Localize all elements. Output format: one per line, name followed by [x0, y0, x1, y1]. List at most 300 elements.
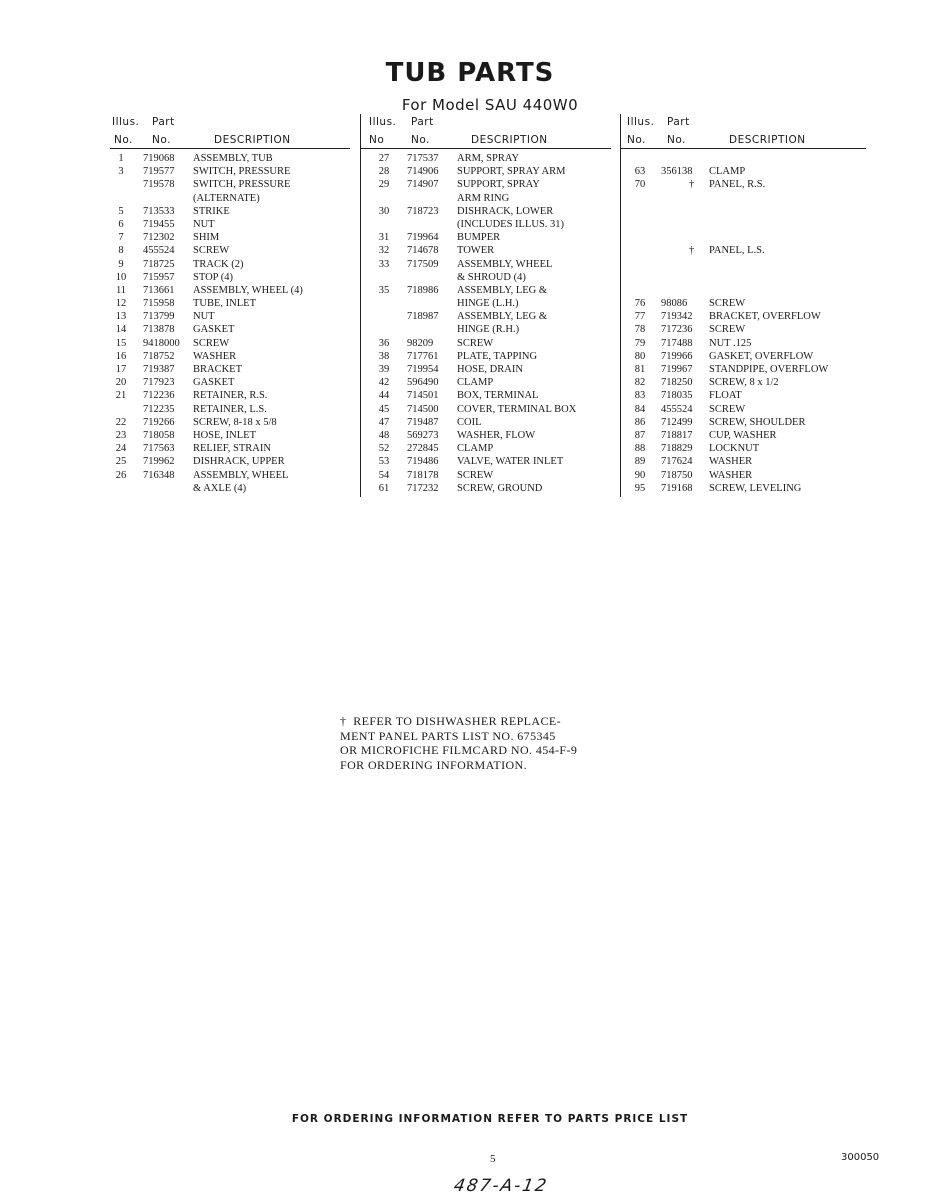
part-number: 455524: [661, 403, 693, 415]
illus-number: 87: [634, 429, 646, 441]
parts-list: [361, 152, 611, 495]
part-description: NUT .125: [709, 337, 752, 349]
table-row: [361, 429, 611, 442]
part-number: 719577: [143, 166, 175, 178]
part-description: COIL: [457, 416, 482, 428]
part-number: 718750: [661, 469, 693, 481]
dagger-footnote: † REFER TO DISHWASHER REPLACE- MENT PANEL PARTS LIST NO. 675345 OR MICROFICHE FILMCARD NO. 454-F-9 FOR ORDERING INFORMATION.: [340, 714, 578, 772]
part-description: RETAINER, L.S.: [193, 403, 267, 415]
part-description: SHIM: [193, 232, 220, 244]
illus-number: 78: [634, 324, 646, 336]
table-row: [361, 284, 611, 297]
table-row: [110, 205, 350, 218]
part-description: HOSE, INLET: [193, 429, 256, 441]
part-description: ASSEMBLY, LEG &: [457, 284, 548, 296]
table-row: [621, 178, 866, 191]
table-row: [110, 429, 350, 442]
parts-list: [110, 152, 350, 495]
table-row: [110, 455, 350, 468]
part-number: 719967: [661, 364, 693, 375]
illus-number: 48: [378, 429, 390, 441]
illus-number: 21: [115, 390, 127, 402]
part-description: ASSEMBLY, WHEEL (4): [193, 284, 303, 296]
illus-number: 25: [115, 456, 127, 468]
part-number: †: [689, 245, 695, 257]
part-number: 718752: [143, 350, 175, 362]
part-number: 714501: [407, 390, 439, 402]
part-number: 718986: [407, 284, 439, 296]
illus-number: 23: [115, 429, 127, 441]
illus-number: 17: [115, 364, 127, 375]
table-row: [110, 310, 350, 323]
table-row: [110, 350, 350, 363]
illus-number: 79: [634, 337, 646, 349]
part-description: SWITCH, PRESSURE: [193, 166, 291, 178]
table-row: [361, 469, 611, 482]
illus-number: 76: [634, 298, 646, 310]
illus-number: 3: [118, 166, 124, 178]
part-number: †: [689, 179, 695, 191]
part-number: 718178: [407, 469, 439, 481]
illus-number: 11: [115, 284, 127, 296]
part-description: BRACKET, OVERFLOW: [709, 311, 821, 323]
part-number: 718035: [661, 390, 693, 402]
illus-number: 84: [634, 403, 646, 415]
illus-number: 61: [378, 482, 390, 494]
part-description: TOWER: [457, 245, 495, 257]
illus-number: 13: [115, 311, 127, 323]
illus-number: 5: [118, 205, 124, 217]
part-number: 715957: [143, 271, 175, 283]
table-row: [361, 258, 611, 271]
part-number: 719387: [143, 364, 175, 375]
illus-number: 33: [378, 258, 390, 270]
illus-number: 83: [634, 390, 646, 402]
table-row: [361, 165, 611, 178]
part-number: 719962: [143, 456, 175, 468]
page-title: TUB PARTS: [385, 58, 555, 88]
part-number: 719578: [143, 179, 175, 191]
part-description: GASKET: [193, 377, 235, 389]
table-row: [621, 205, 866, 218]
illus-number: 7: [118, 232, 124, 244]
illus-number: 31: [378, 232, 390, 244]
part-description: (ALTERNATE): [193, 192, 260, 204]
parts-column-2: [360, 114, 611, 497]
part-description: GASKET, OVERFLOW: [709, 350, 814, 362]
illus-number: 35: [378, 284, 390, 296]
illus-number: 30: [378, 205, 390, 217]
part-number: 718725: [143, 258, 175, 270]
table-row: [621, 323, 866, 336]
header-part-no: No.: [152, 134, 171, 146]
part-description: BUMPER: [457, 232, 501, 244]
illus-number: 1: [118, 153, 124, 164]
part-description: (INCLUDES ILLUS. 31): [457, 218, 565, 230]
table-row: [621, 416, 866, 429]
part-number: 717488: [661, 337, 693, 349]
column-header: [621, 114, 866, 149]
table-row: [110, 363, 350, 376]
part-description: SCREW: [193, 245, 230, 257]
table-row: [361, 178, 611, 191]
table-row: [621, 455, 866, 468]
illus-number: 44: [378, 390, 390, 402]
part-number: 712236: [143, 390, 175, 402]
document-number: 300050: [841, 1152, 880, 1163]
part-description: NUT: [193, 218, 215, 230]
part-description: BRACKET: [193, 364, 243, 375]
table-row: [621, 389, 866, 402]
part-number: 9418000: [143, 337, 180, 349]
part-description: HINGE (R.H.): [457, 324, 520, 336]
part-description: SCREW: [457, 469, 494, 481]
table-row: [110, 442, 350, 455]
illus-number: 32: [378, 245, 390, 257]
part-number: 717624: [661, 456, 693, 468]
header-illus: Illus.: [112, 116, 140, 128]
part-description: ASSEMBLY, WHEEL: [193, 469, 289, 481]
part-description: & AXLE (4): [193, 482, 247, 494]
table-row: [361, 244, 611, 257]
part-description: ARM, SPRAY: [457, 153, 520, 164]
table-row: [110, 231, 350, 244]
part-description: ASSEMBLY, WHEEL: [457, 258, 553, 270]
header-illus-no: No.: [114, 134, 133, 146]
table-row: [361, 323, 611, 336]
part-number: 717236: [661, 324, 693, 336]
part-description: VALVE, WATER INLET: [457, 456, 564, 468]
header-part: Part: [152, 116, 175, 128]
part-number: 719966: [661, 350, 693, 362]
header-part-no: No.: [667, 134, 686, 146]
part-number: 713878: [143, 324, 175, 336]
table-row: [361, 350, 611, 363]
part-number: 713533: [143, 205, 175, 217]
table-row: [621, 165, 866, 178]
table-row: [361, 310, 611, 323]
illus-number: 6: [118, 218, 124, 230]
part-number: 98209: [407, 337, 434, 349]
part-description: SCREW: [709, 298, 746, 310]
part-number: 719487: [407, 416, 439, 428]
part-number: 718723: [407, 205, 439, 217]
part-description: ASSEMBLY, TUB: [193, 153, 273, 164]
header-part: Part: [667, 116, 690, 128]
part-number: 719954: [407, 364, 439, 375]
part-description: SCREW: [457, 337, 494, 349]
part-description: WASHER: [709, 456, 753, 468]
part-number: 714907: [407, 179, 439, 191]
part-description: FLOAT: [709, 390, 742, 402]
table-row: [110, 323, 350, 336]
part-number: 356138: [661, 166, 693, 178]
table-row: [110, 376, 350, 389]
part-number: 714906: [407, 166, 439, 178]
illus-number: 80: [634, 350, 646, 362]
part-number: 718250: [661, 377, 693, 389]
table-row: [110, 482, 350, 495]
part-description: LOCKNUT: [709, 443, 760, 455]
header-description: DESCRIPTION: [214, 134, 291, 146]
part-number: 719168: [661, 482, 693, 494]
page-number: 5: [490, 1153, 496, 1165]
table-row: [361, 297, 611, 310]
illus-number: 24: [115, 443, 127, 455]
part-number: 455524: [143, 245, 175, 257]
illus-number: 36: [378, 337, 390, 349]
header-part: Part: [411, 116, 434, 128]
table-row: [110, 271, 350, 284]
part-description: STOP (4): [193, 271, 233, 283]
illus-number: 82: [634, 377, 646, 389]
table-row: [361, 271, 611, 284]
part-description: GASKET: [193, 324, 235, 336]
part-description: SCREW: [709, 403, 746, 415]
header-illus-no: No: [369, 134, 385, 146]
table-row: [621, 350, 866, 363]
header-description: DESCRIPTION: [471, 134, 548, 146]
illus-number: 22: [115, 416, 127, 428]
table-row: [361, 337, 611, 350]
table-row: [361, 205, 611, 218]
illus-number: 47: [378, 416, 390, 428]
table-row: [110, 192, 350, 205]
part-number: 719342: [661, 311, 693, 323]
illus-number: 95: [634, 482, 646, 494]
illus-number: 20: [115, 377, 127, 389]
part-description: PANEL, L.S.: [709, 245, 765, 257]
part-number: 272845: [407, 443, 439, 455]
table-row: [361, 442, 611, 455]
part-number: 717537: [407, 153, 439, 164]
illus-number: 12: [115, 298, 127, 310]
part-description: BOX, TERMINAL: [457, 390, 539, 402]
illus-number: 70: [634, 179, 646, 191]
part-description: TRACK (2): [193, 258, 244, 270]
illus-number: 90: [634, 469, 646, 481]
part-number: 719486: [407, 456, 439, 468]
parts-column-3: [620, 114, 866, 497]
part-description: CLAMP: [457, 443, 494, 455]
header-illus: Illus.: [627, 116, 655, 128]
part-number: 713799: [143, 311, 175, 323]
part-number: 719455: [143, 218, 175, 230]
part-number: 716348: [143, 469, 175, 481]
part-number: 98086: [661, 298, 688, 310]
illus-number: 45: [378, 403, 390, 415]
illus-number: 53: [378, 456, 390, 468]
part-number: 596490: [407, 377, 439, 389]
table-row: [110, 152, 350, 165]
table-row: [110, 416, 350, 429]
header-description: DESCRIPTION: [729, 134, 806, 146]
illus-number: 10: [115, 271, 127, 283]
part-description: ASSEMBLY, LEG &: [457, 311, 548, 323]
part-description: RELIEF, STRAIN: [193, 443, 271, 455]
illus-number: 15: [115, 337, 127, 349]
table-row: [621, 310, 866, 323]
table-row: [110, 165, 350, 178]
part-description: SCREW, GROUND: [457, 482, 543, 494]
part-description: STRIKE: [193, 205, 230, 217]
part-description: SUPPORT, SPRAY ARM: [457, 166, 566, 178]
ordering-footer: FOR ORDERING INFORMATION REFER TO PARTS PRICE LIST: [291, 1113, 689, 1125]
part-number: 719068: [143, 153, 175, 164]
table-row: [621, 218, 866, 231]
table-row: [621, 284, 866, 297]
table-row: [361, 192, 611, 205]
illus-number: 38: [378, 350, 390, 362]
header-part-no: No.: [411, 134, 430, 146]
table-row: [621, 469, 866, 482]
part-description: WASHER, FLOW: [457, 429, 536, 441]
illus-number: 54: [378, 469, 390, 481]
table-row: [361, 403, 611, 416]
illus-number: 16: [115, 350, 127, 362]
illus-number: 86: [634, 416, 646, 428]
part-number: 718817: [661, 429, 693, 441]
table-row: [110, 244, 350, 257]
illus-number: 14: [115, 324, 127, 336]
table-row: [621, 271, 866, 284]
table-row: [361, 218, 611, 231]
table-row: [621, 482, 866, 495]
table-row: [110, 337, 350, 350]
part-number: 717563: [143, 443, 175, 455]
parts-column-1: [110, 114, 350, 495]
header-illus-no: No.: [627, 134, 646, 146]
part-description: WASHER: [193, 350, 237, 362]
part-description: NUT: [193, 311, 215, 323]
table-row: [110, 178, 350, 191]
table-row: [110, 403, 350, 416]
part-description: SUPPORT, SPRAY: [457, 179, 540, 191]
part-description: TUBE, INLET: [193, 298, 256, 310]
table-row: [621, 403, 866, 416]
part-number: 717232: [407, 482, 439, 494]
illus-number: 42: [378, 377, 390, 389]
part-description: PANEL, R.S.: [709, 179, 766, 191]
part-description: STANDPIPE, OVERFLOW: [709, 364, 829, 375]
table-row: [361, 231, 611, 244]
part-number: 712499: [661, 416, 693, 428]
table-row: [621, 192, 866, 205]
part-description: SCREW, 8-18 x 5/8: [193, 416, 277, 428]
illus-number: 9: [118, 258, 124, 270]
table-row: [621, 297, 866, 310]
part-number: 712302: [143, 232, 175, 244]
part-number: 719964: [407, 232, 439, 244]
part-number: 714500: [407, 403, 439, 415]
part-description: SCREW, SHOULDER: [709, 416, 806, 428]
part-number: 712235: [143, 403, 175, 415]
part-number: 717509: [407, 258, 439, 270]
part-description: SCREW: [709, 324, 746, 336]
part-description: PLATE, TAPPING: [457, 350, 538, 362]
illus-number: 89: [634, 456, 646, 468]
table-row: [110, 469, 350, 482]
table-row: [621, 337, 866, 350]
part-number: 715958: [143, 298, 175, 310]
table-row: [110, 284, 350, 297]
table-row: [621, 363, 866, 376]
column-header: [361, 114, 611, 149]
part-description: SCREW, 8 x 1/2: [709, 377, 779, 389]
part-number: 719266: [143, 416, 175, 428]
table-row: [361, 416, 611, 429]
column-header: [110, 114, 350, 149]
part-description: DISHRACK, UPPER: [193, 456, 285, 468]
illus-number: 39: [378, 364, 390, 375]
illus-number: 88: [634, 443, 646, 455]
table-row: [361, 482, 611, 495]
part-number: 713661: [143, 284, 175, 296]
illus-number: 27: [378, 153, 390, 164]
table-row: [361, 376, 611, 389]
part-description: SCREW: [193, 337, 230, 349]
part-number: 569273: [407, 429, 439, 441]
illus-number: 28: [378, 166, 390, 178]
table-row: [110, 389, 350, 402]
table-row: [110, 258, 350, 271]
table-row: [361, 363, 611, 376]
illus-number: 52: [378, 443, 390, 455]
part-description: SCREW, LEVELING: [709, 482, 802, 494]
table-row: [110, 218, 350, 231]
parts-list: [621, 152, 866, 495]
part-number: 714678: [407, 245, 439, 257]
table-row: [621, 244, 866, 257]
illus-number: 77: [634, 311, 646, 323]
part-description: CLAMP: [457, 377, 494, 389]
part-description: HINGE (L.H.): [457, 298, 519, 310]
part-number: 718058: [143, 429, 175, 441]
table-row: [361, 455, 611, 468]
part-number: 717923: [143, 377, 175, 389]
illus-number: 29: [378, 179, 390, 191]
part-number: 718829: [661, 443, 693, 455]
header-illus: Illus.: [369, 116, 397, 128]
part-description: HOSE, DRAIN: [457, 364, 523, 375]
part-number: 717761: [407, 350, 439, 362]
table-row: [621, 231, 866, 244]
illus-number: 63: [634, 166, 646, 178]
illus-number: 81: [634, 364, 646, 375]
part-description: ARM RING: [457, 192, 510, 204]
part-description: & SHROUD (4): [457, 271, 526, 283]
table-row: [110, 297, 350, 310]
illus-number: 26: [115, 469, 127, 481]
part-description: WASHER: [709, 469, 753, 481]
part-description: CLAMP: [709, 166, 746, 178]
part-description: RETAINER, R.S.: [193, 390, 268, 402]
illus-number: 8: [118, 245, 124, 257]
table-row: [361, 389, 611, 402]
table-row: [621, 442, 866, 455]
part-description: COVER, TERMINAL BOX: [457, 403, 577, 415]
handwritten-annotation: 487-A-12: [452, 1176, 550, 1196]
table-row: [621, 152, 866, 165]
part-description: DISHRACK, LOWER: [457, 205, 554, 217]
model-subtitle: For Model SAU 440W0: [401, 96, 579, 114]
part-number: 718987: [407, 311, 439, 323]
part-description: CUP, WASHER: [709, 429, 777, 441]
table-row: [621, 429, 866, 442]
part-description: SWITCH, PRESSURE: [193, 179, 291, 191]
table-row: [621, 258, 866, 271]
table-row: [361, 152, 611, 165]
